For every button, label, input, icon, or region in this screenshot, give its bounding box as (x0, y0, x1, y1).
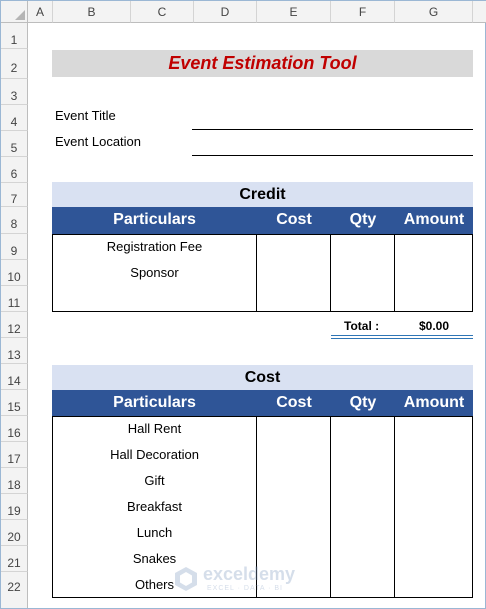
column-header-d[interactable]: D (194, 1, 257, 23)
cost-col-particulars: Particulars (113, 394, 196, 411)
credit-item[interactable]: Registration Fee (106, 239, 203, 254)
cost-table-header (52, 390, 473, 416)
cost-item[interactable]: Gift (144, 473, 165, 488)
total-label: Total : (344, 319, 380, 333)
row-header-22[interactable]: 22 (1, 572, 28, 608)
cost-item[interactable]: Hall Decoration (110, 447, 199, 462)
column-header-a[interactable]: A (28, 1, 53, 23)
cost-item[interactable]: Breakfast (127, 499, 182, 514)
cost-col-cost: Cost (276, 394, 312, 411)
row-header-6[interactable]: 6 (1, 157, 28, 183)
credit-table-header (52, 207, 473, 234)
event-title-label: Event Title (55, 108, 116, 123)
page-title: Event Estimation Tool (168, 53, 357, 73)
credit-divider-1 (256, 234, 257, 312)
credit-heading: Credit (52, 182, 473, 207)
event-location-label: Event Location (55, 134, 142, 149)
watermark-brand: exceldemy (203, 564, 296, 584)
cost-heading: Cost (52, 365, 473, 390)
row-header-2[interactable]: 2 (1, 49, 28, 79)
row-header-11[interactable]: 11 (1, 286, 28, 312)
row-header-21[interactable]: 21 (1, 546, 28, 572)
row-header-17[interactable]: 17 (1, 442, 28, 468)
row-header-20[interactable]: 20 (1, 520, 28, 546)
cost-divider-3 (394, 416, 395, 598)
column-header-e[interactable]: E (257, 1, 331, 23)
row-header-8[interactable]: 8 (1, 207, 28, 234)
row-header-3[interactable]: 3 (1, 79, 28, 105)
row-header-16[interactable]: 16 (1, 416, 28, 442)
cost-item[interactable]: Lunch (136, 525, 173, 540)
cost-col-amount: Amount (403, 394, 465, 411)
cost-divider-2 (330, 416, 331, 598)
row-header-15[interactable]: 15 (1, 390, 28, 416)
credit-col-particulars: Particulars (113, 211, 196, 228)
row-header-18[interactable]: 18 (1, 468, 28, 494)
total-double-underline (331, 335, 473, 339)
row-header-1[interactable]: 1 (1, 23, 28, 49)
credit-col-cost: Cost (276, 211, 312, 228)
credit-divider-3 (394, 234, 395, 312)
credit-col-amount: Amount (403, 211, 465, 228)
column-header-g[interactable]: G (395, 1, 473, 23)
event-title-input-line[interactable] (192, 129, 473, 130)
row-header-7[interactable]: 7 (1, 183, 28, 207)
watermark-tagline: EXCEL · DATA · BI (207, 585, 283, 592)
row-header-12[interactable]: 12 (1, 312, 28, 338)
row-header-5[interactable]: 5 (1, 131, 28, 157)
event-location-input-line[interactable] (192, 155, 473, 156)
row-header-4[interactable]: 4 (1, 105, 28, 131)
row-header-19[interactable]: 19 (1, 494, 28, 520)
select-all-triangle-icon (15, 10, 25, 20)
cost-item[interactable]: Others (134, 577, 174, 592)
cost-item[interactable]: Snakes (132, 551, 177, 566)
column-header-b[interactable]: B (53, 1, 131, 23)
total-value[interactable]: $0.00 (418, 319, 450, 333)
cost-item[interactable]: Hall Rent (127, 421, 182, 436)
credit-divider-2 (330, 234, 331, 312)
row-header-14[interactable]: 14 (1, 364, 28, 390)
column-header-f[interactable]: F (331, 1, 395, 23)
row-header-9[interactable]: 9 (1, 234, 28, 260)
select-all-corner[interactable] (1, 1, 28, 23)
row-header-10[interactable]: 10 (1, 260, 28, 286)
cost-col-qty: Qty (349, 394, 377, 411)
column-header-c[interactable]: C (131, 1, 194, 23)
credit-item[interactable]: Sponsor (130, 265, 179, 280)
watermark (173, 564, 323, 596)
exceldemy-logo-icon (173, 566, 199, 592)
column-header-filler (473, 1, 486, 23)
credit-col-qty: Qty (349, 211, 377, 228)
row-header-13[interactable]: 13 (1, 338, 28, 364)
